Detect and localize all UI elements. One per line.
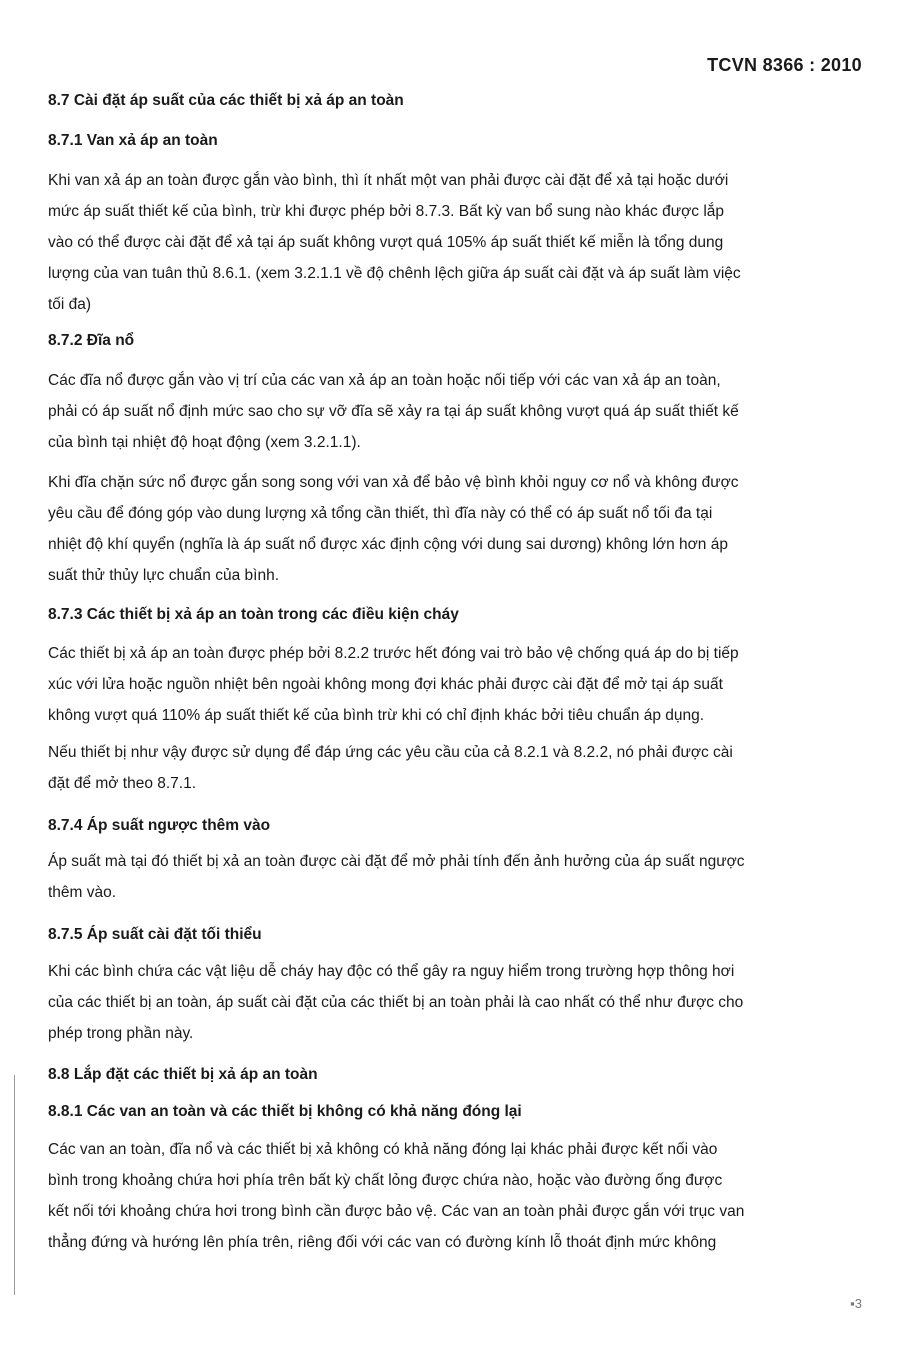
- section-heading: 8.7.5 Áp suất cài đặt tối thiểu: [48, 926, 262, 943]
- text-line: mức áp suất thiết kế của bình, trừ khi được phép bởi 8.7.3. Bất kỳ van bổ sung nào khác được lắp: [48, 203, 725, 220]
- paragraph: [48, 1134, 744, 1258]
- text-line: suất thử thủy lực chuẩn của bình.: [48, 567, 280, 584]
- paragraph: [48, 165, 741, 320]
- paragraph: [48, 846, 745, 908]
- text-line: kết nối tới khoảng chứa hơi trong bình cần được bảo vệ. Các van an toàn phải được gắn với trục van: [48, 1203, 745, 1220]
- paragraph: [48, 365, 739, 458]
- text-line: Khi đĩa chặn sức nổ được gắn song song với van xả để bảo vệ bình khỏi nguy cơ nổ và không được: [48, 474, 739, 491]
- text-line: Áp suất mà tại đó thiết bị xả an toàn được cài đặt để mở phải tính đến ảnh hưởng của áp suất ngược: [48, 853, 745, 870]
- text-line: nhiệt độ khí quyển (nghĩa là áp suất nổ được xác định cộng với dung sai dương) không lớn hơn áp: [48, 536, 728, 553]
- section-heading: 8.8.1 Các van an toàn và các thiết bị không có khả năng đóng lại: [48, 1103, 522, 1120]
- section-heading: 8.7.3 Các thiết bị xả áp an toàn trong các điều kiện cháy: [48, 606, 459, 623]
- paragraph: [48, 467, 738, 591]
- text-line: vào có thể được cài đặt để xả tại áp suất không vượt quá 105% áp suất thiết kế miễn là tổng dung: [48, 234, 724, 251]
- paragraph: [48, 956, 743, 1049]
- text-line: đặt để mở theo 8.7.1.: [48, 775, 197, 792]
- section-heading: 8.7 Cài đặt áp suất của các thiết bị xả áp an toàn: [48, 92, 404, 109]
- text-line: xúc với lửa hoặc nguồn nhiệt bên ngoài không mong đợi khác phải được cài đặt để mở tại áp suất: [48, 676, 723, 693]
- text-line: lượng của van tuân thủ 8.6.1. (xem 3.2.1.1 về độ chênh lệch giữa áp suất cài đặt và áp suất làm việc: [48, 265, 741, 282]
- scan-edge-mark: [14, 1075, 15, 1295]
- text-line: của bình tại nhiệt độ hoạt động (xem 3.2.1.1).: [48, 434, 361, 451]
- text-line: phép trong phần này.: [48, 1025, 194, 1042]
- text-line: tối đa): [48, 296, 92, 313]
- text-line: Nếu thiết bị như vậy được sử dụng để đáp ứng các yêu cầu của cả 8.2.1 và 8.2.2, nó phải được cài: [48, 744, 733, 761]
- page-number: ▪3: [850, 1296, 862, 1311]
- text-line: phải có áp suất nổ định mức sao cho sự vỡ đĩa sẽ xảy ra tại áp suất không vượt quá áp suất thiết kế: [48, 403, 739, 420]
- section-heading: 8.7.2 Đĩa nổ: [48, 332, 135, 349]
- section-heading: 8.7.4 Áp suất ngược thêm vào: [48, 817, 271, 834]
- paragraph: [48, 638, 739, 731]
- text-line: yêu cầu để đóng góp vào dung lượng xả tổng cần thiết, thì đĩa này có thể có áp suất nổ tối đa tại: [48, 505, 713, 522]
- section-heading: 8.8 Lắp đặt các thiết bị xả áp an toàn: [48, 1066, 318, 1083]
- text-line: Các van an toàn, đĩa nổ và các thiết bị xả không có khả năng đóng lại khác phải được kết nối vào: [48, 1141, 718, 1158]
- text-line: của các thiết bị an toàn, áp suất cài đặt của các thiết bị an toàn phải là cao nhất có thể như được cho: [48, 994, 744, 1011]
- section-heading: 8.7.1 Van xả áp an toàn: [48, 132, 218, 149]
- text-line: không vượt quá 110% áp suất thiết kế của bình trừ khi có chỉ định khác bởi tiêu chuẩn áp dụng.: [48, 707, 705, 724]
- text-line: Khi van xả áp an toàn được gắn vào bình, thì ít nhất một van phải được cài đặt để xả tại hoặc dưới: [48, 172, 729, 189]
- text-line: thêm vào.: [48, 884, 117, 901]
- text-line: Khi các bình chứa các vật liệu dễ cháy hay độc có thể gây ra nguy hiểm trong trường hợp thông hơi: [48, 963, 735, 980]
- text-line: thẳng đứng và hướng lên phía trên, riêng đối với các van có đường kính lỗ thoát định mức không: [48, 1234, 717, 1251]
- text-line: Các thiết bị xả áp an toàn được phép bởi 8.2.2 trước hết đóng vai trò bảo vệ chống quá áp do bị tiếp: [48, 645, 739, 662]
- paragraph: [48, 737, 733, 799]
- text-line: bình trong khoảng chứa hơi phía trên bất kỳ chất lỏng được chứa nào, hoặc vào đường ống được: [48, 1172, 723, 1189]
- standard-code: TCVN 8366 : 2010: [707, 55, 862, 75]
- text-line: Các đĩa nổ được gắn vào vị trí của các van xả áp an toàn hoặc nối tiếp với các van xả áp an toàn,: [48, 372, 721, 389]
